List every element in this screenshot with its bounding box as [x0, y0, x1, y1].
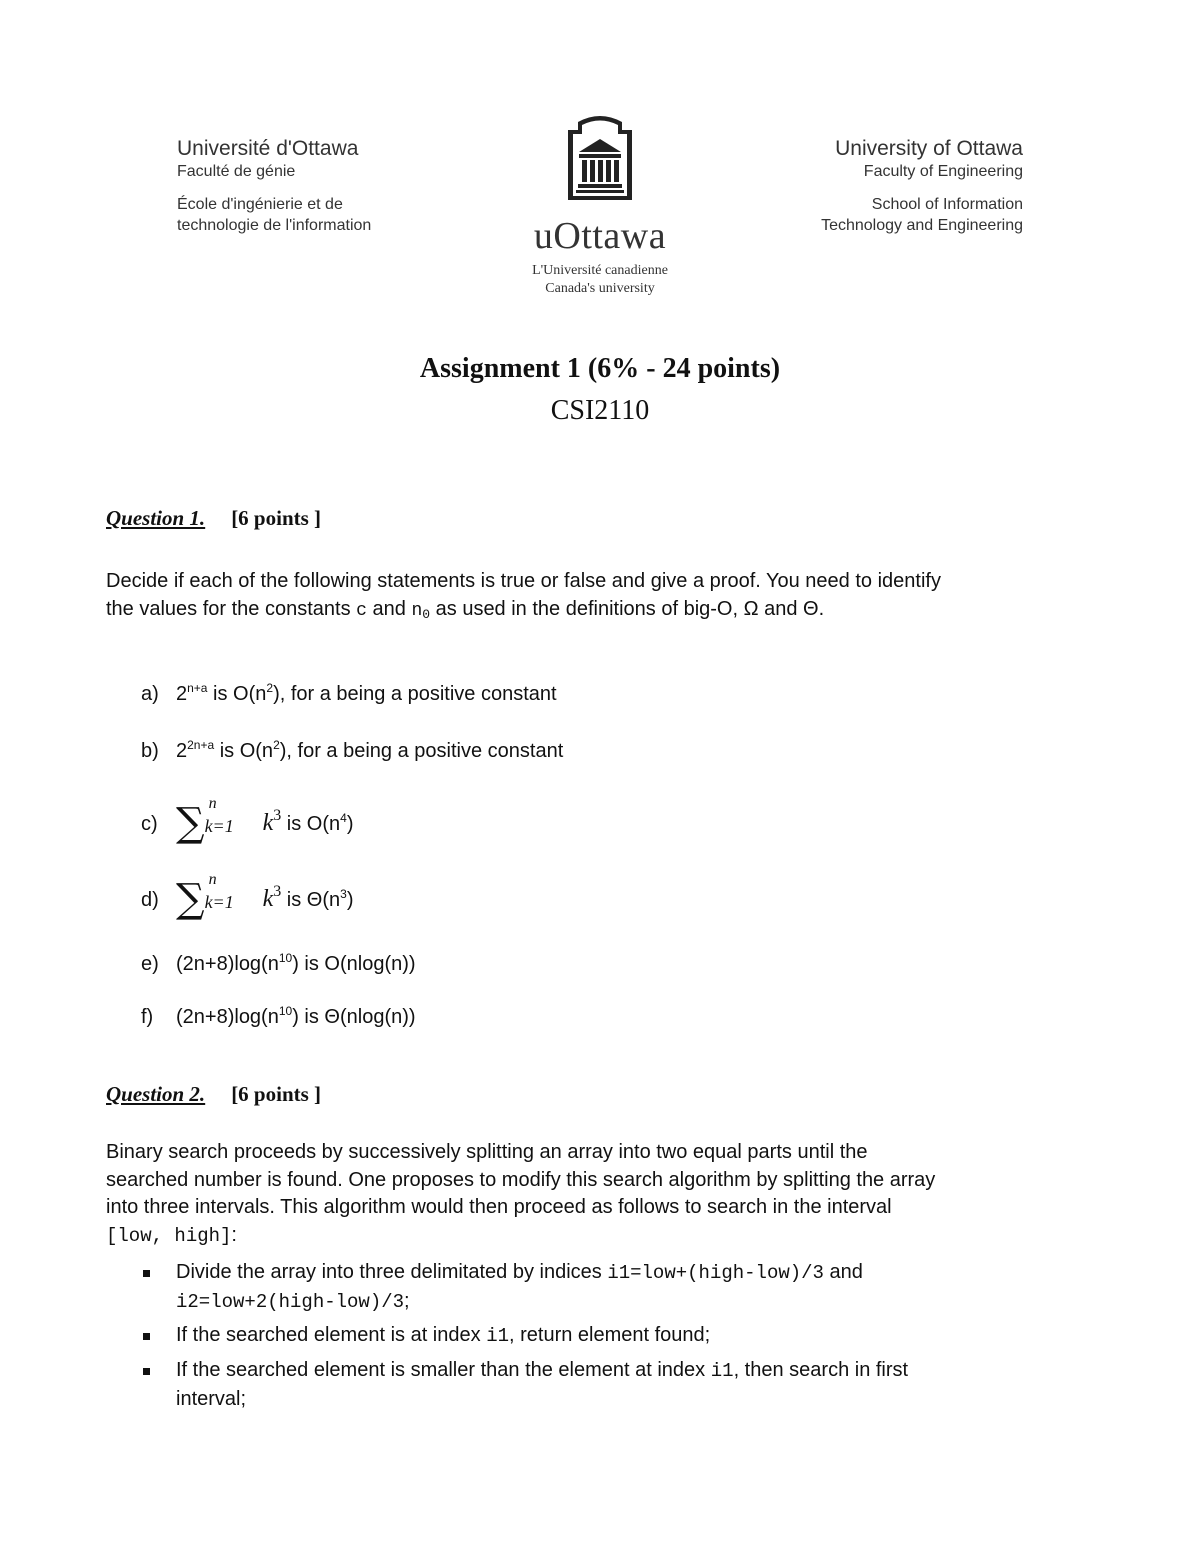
- summation-upper: n: [208, 871, 217, 888]
- university-name-fr: Université d'Ottawa: [177, 137, 359, 160]
- bullet-text-part: If the searched element is smaller than the element at index: [176, 1359, 711, 1381]
- school-name-en: [821, 194, 1023, 236]
- item-label: a): [141, 683, 159, 705]
- question-1-points: [6 points ]: [231, 506, 322, 530]
- item-label: f): [141, 1006, 154, 1028]
- question-1-item-c: [141, 795, 354, 846]
- summation-limits: [204, 795, 263, 840]
- summation-limits: [204, 871, 263, 916]
- bullet-text-part: ;: [404, 1290, 410, 1312]
- question-1-intro: [106, 568, 1106, 628]
- item-exponent: 2n+a: [187, 738, 215, 752]
- question-2-points: [6 points ]: [231, 1082, 322, 1106]
- item-exponent: 2: [273, 738, 280, 752]
- question-1-item-d: [141, 871, 354, 922]
- constant-c: c: [356, 600, 367, 621]
- item-text: is O(n: [281, 813, 341, 835]
- bullet-text: [176, 1258, 1101, 1316]
- uottawa-wordmark: uOttawa: [533, 215, 667, 257]
- item-text: ): [346, 813, 354, 835]
- intro-text-part: as used in the definitions of big-O, Ω and Θ.: [430, 597, 825, 620]
- header-right-block: [821, 136, 1023, 236]
- item-label: b): [141, 740, 159, 762]
- bullet-icon: [143, 1333, 150, 1340]
- index-code: i1: [486, 1325, 509, 1347]
- faculty-name-en: Faculty of Engineering: [863, 163, 1023, 180]
- question-2-line2: searched number is found. One proposes to modify this search algorithm by splitting the array: [106, 1168, 936, 1191]
- summation-sign: ∑: [176, 876, 205, 922]
- bullet-text-part: , then search in first: [733, 1359, 909, 1381]
- question-1-item-f: [141, 1003, 416, 1031]
- question-2-bullet-2: [141, 1321, 1101, 1350]
- bullet-text-part: , return element found;: [509, 1324, 711, 1346]
- tagline-fr: L'Université canadienne: [532, 263, 668, 278]
- course-code: CSI2110: [550, 395, 650, 426]
- question-1-intro-line2: [106, 596, 1106, 629]
- summation-lower: k=1: [204, 892, 234, 912]
- question-1-item-b: [141, 737, 563, 765]
- item-text: ) is O(nlog(n)): [292, 953, 416, 975]
- question-2-label: Question 2.: [106, 1082, 206, 1106]
- item-exponent: 3: [340, 887, 347, 901]
- summation-term-exponent: 3: [273, 883, 282, 900]
- faculty-name-fr: Faculté de génie: [177, 163, 296, 180]
- school-name-en-line2: Technology and Engineering: [821, 217, 1023, 234]
- item-exponent: 10: [278, 1004, 293, 1018]
- intro-text-part: the values for the constants: [106, 597, 357, 620]
- item-text: ), for a being a positive constant: [273, 683, 557, 705]
- question-1-label: Question 1.: [106, 506, 206, 530]
- school-name-fr-line1: École d'ingénierie et de: [177, 196, 343, 213]
- summation-upper: n: [208, 795, 217, 812]
- item-text: is O(n: [214, 740, 274, 762]
- item-text: ) is Θ(nlog(n)): [292, 1006, 416, 1028]
- item-text: is O(n: [207, 683, 267, 705]
- bullet-icon: [143, 1368, 150, 1375]
- bullet-text-part: If the searched element is at index: [176, 1324, 487, 1346]
- question-2-line4-rest: :: [231, 1223, 237, 1246]
- question-1-item-e: [141, 950, 416, 978]
- question-1-item-a: [141, 680, 557, 708]
- item-text: ), for a being a positive constant: [279, 740, 564, 762]
- item-label: d): [141, 889, 159, 911]
- question-2-line1: Binary search proceeds by successively splitting an array into two equal parts until the: [106, 1141, 868, 1163]
- item-label: e): [141, 953, 159, 975]
- item-text: ): [346, 889, 354, 911]
- uottawa-logo: [500, 112, 700, 298]
- summation-sign: ∑: [176, 800, 205, 846]
- tagline-en: Canada's university: [545, 281, 655, 296]
- university-building-icon: [560, 112, 640, 202]
- bullet-icon: [143, 1270, 150, 1277]
- school-name-fr-line2: technologie de l'information: [177, 217, 372, 234]
- item-base: 2: [176, 683, 188, 705]
- header-left-block: [177, 136, 371, 236]
- item-exponent: 10: [278, 951, 293, 965]
- bullet-text: [176, 1356, 1101, 1413]
- constant-n-subscript: 0: [422, 606, 431, 622]
- item-text: (2n+8)log(n: [176, 953, 279, 975]
- item-exponent: 2: [266, 681, 274, 695]
- bullet-text-part: and: [823, 1261, 863, 1283]
- question-2-line3: into three intervals. This algorithm would then proceed as follows to search in the interval: [106, 1196, 892, 1218]
- item-base: 2: [176, 740, 188, 762]
- question-2-heading: [106, 1082, 321, 1107]
- item-text: (2n+8)log(n: [176, 1006, 279, 1028]
- question-1-heading: [106, 506, 321, 531]
- index-code: i1: [710, 1360, 734, 1382]
- constant-n: n: [411, 600, 423, 621]
- item-exponent: 4: [340, 811, 347, 825]
- question-2-bullet-1: [141, 1258, 1101, 1316]
- question-2-description: [106, 1139, 1106, 1250]
- item-text: is Θ(n: [281, 889, 341, 911]
- question-2-bullet-3: [141, 1356, 1101, 1413]
- university-name-en: University of Ottawa: [835, 137, 1023, 160]
- item-label: c): [141, 813, 158, 835]
- summation-lower: k=1: [204, 816, 234, 836]
- intro-text-part: and: [366, 597, 412, 620]
- question-2-line4: [106, 1222, 1106, 1251]
- summation-term: k: [262, 886, 274, 912]
- bullet-text: [176, 1321, 1101, 1350]
- item-exponent: n+a: [187, 681, 208, 695]
- school-name-en-line1: School of Information: [871, 196, 1023, 213]
- bullet-text-part: interval;: [176, 1388, 247, 1410]
- assignment-title: Assignment 1 (6% - 24 points): [419, 353, 781, 384]
- summation-term-exponent: 3: [273, 807, 282, 824]
- bullet-text-part: Divide the array into three delimitated by indices: [176, 1261, 608, 1283]
- school-name-fr: [177, 194, 371, 236]
- index-code-i2: i2=low+2(high-low)/3: [176, 1291, 405, 1313]
- interval-code: [low, high]: [106, 1224, 232, 1247]
- index-code-i1: i1=low+(high-low)/3: [607, 1262, 824, 1284]
- summation-term: k: [262, 810, 274, 836]
- question-1-intro-line1: Decide if each of the following statements is true or false and give a proof. You need to identify: [106, 570, 941, 592]
